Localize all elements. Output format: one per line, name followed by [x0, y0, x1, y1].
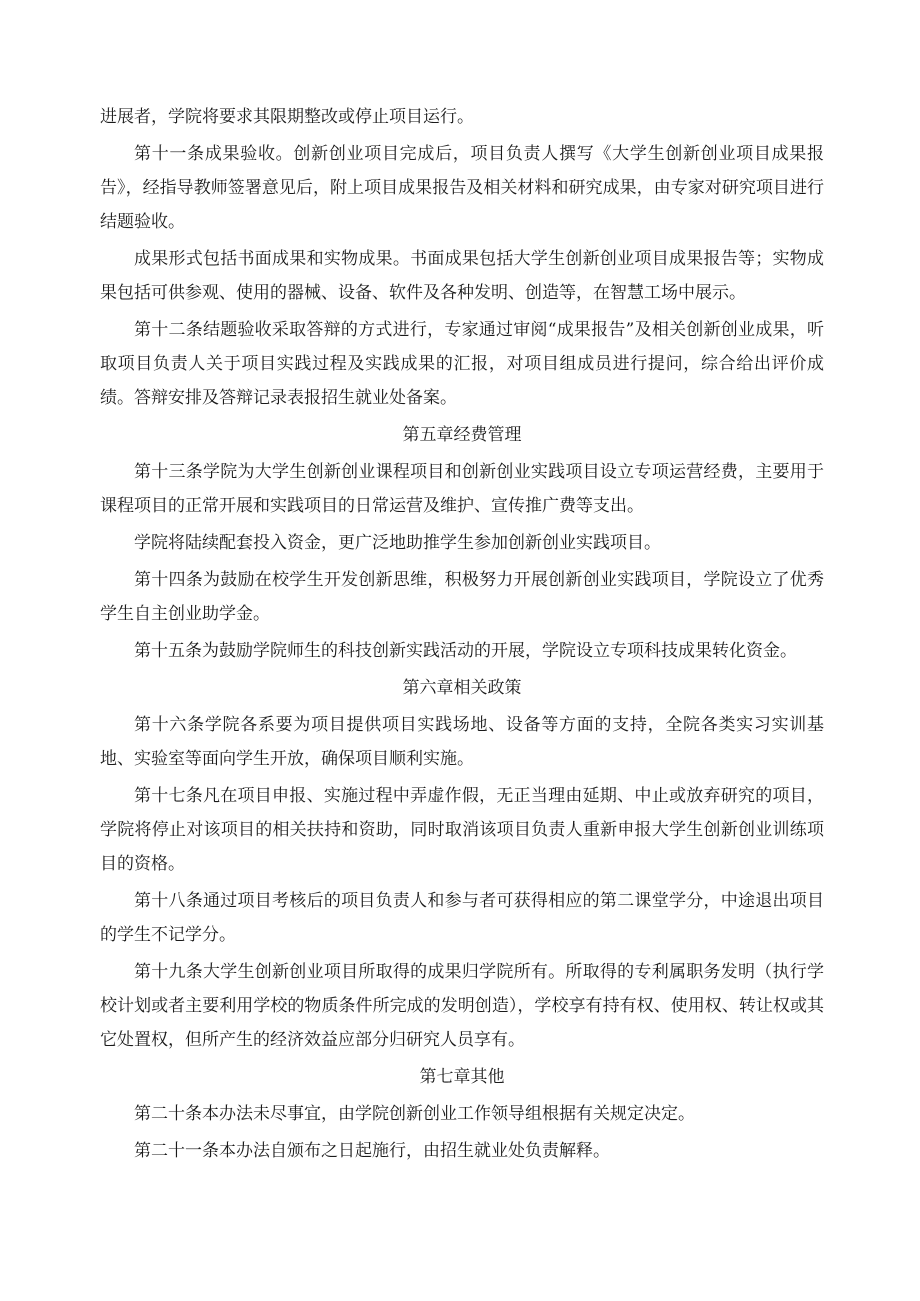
article-16-paragraph: 第十六条学院各系要为项目提供项目实践场地、设备等方面的支持，全院各类实习实训基地、实验室等面向学生开放，确保项目顺利实施。 [100, 715, 824, 769]
article-20-paragraph: 第二十条本办法未尽事宜，由学院创新创业工作领导组根据有关规定决定。 [134, 1104, 695, 1124]
chapter-5-heading: 第五章经费管理 [402, 425, 522, 445]
article-11-paragraph: 第十一条成果验收。创新创业项目完成后，项目负责人撰写《大学生创新创业项目成果报告》，经指导教师签署意见后，附上项目成果报告及相关材料和研究成果，由专家对研究项目进行结题验收。 [100, 144, 824, 232]
chapter-6-heading: 第六章相关政策 [402, 678, 522, 698]
paragraph: 进展者，学院将要求其限期整改或停止项目运行。 [100, 107, 474, 127]
article-17-paragraph: 第十七条凡在项目申报、实施过程中弄虚作假，无正当理由延期、中止或放弃研究的项目，学院将停止对该项目的相关扶持和资助，同时取消该项目负责人重新申报大学生创新创业训练项目的资格。 [100, 786, 824, 874]
article-13-paragraph: 第十三条学院为大学生创新创业课程项目和创新创业实践项目设立专项运营经费，主要用于课程项目的正常开展和实践项目的日常运营及维护、宣传推广费等支出。 [100, 462, 824, 516]
article-14-paragraph: 第十四条为鼓励在校学生开发创新思维，积极努力开展创新创业实践项目，学院设立了优秀学生自主创业助学金。 [100, 570, 824, 624]
paragraph: 成果形式包括书面成果和实物成果。书面成果包括大学生创新创业项目成果报告等；实物成果包括可供参观、使用的器械、设备、软件及各种发明、创造等，在智慧工场中展示。 [100, 249, 824, 303]
article-12-paragraph: 第十二条结题验收采取答辩的方式进行，专家通过审阅“成果报告”及相关创新创业成果，听取项目负责人关于项目实践过程及实践成果的汇报，对项目组成员进行提问，综合给出评价成绩。答辩安排及答辩记录表报招生就业处备案。 [100, 320, 824, 408]
article-15-paragraph: 第十五条为鼓励学院师生的科技创新实践活动的开展，学院设立专项科技成果转化资金。 [134, 641, 797, 661]
article-21-paragraph: 第二十一条本办法自颁布之日起施行，由招生就业处负责解释。 [134, 1141, 610, 1161]
chapter-7-heading: 第七章其他 [419, 1067, 505, 1087]
paragraph: 学院将陆续配套投入资金，更广泛地助推学生参加创新创业实践项目。 [134, 533, 661, 553]
document-page [100, 100, 824, 1171]
article-19-paragraph: 第十九条大学生创新创业项目所取得的成果归学院所有。所取得的专利属职务发明（执行学校计划或者主要利用学校的物质条件所完成的发明创造），学校享有持有权、使用权、转让权或其它处置权，但所产生的经济效益应部分归研究人员享有。 [100, 962, 824, 1050]
article-18-paragraph: 第十八条通过项目考核后的项目负责人和参与者可获得相应的第二课堂学分，中途退出项目的学生不记学分。 [100, 891, 824, 945]
